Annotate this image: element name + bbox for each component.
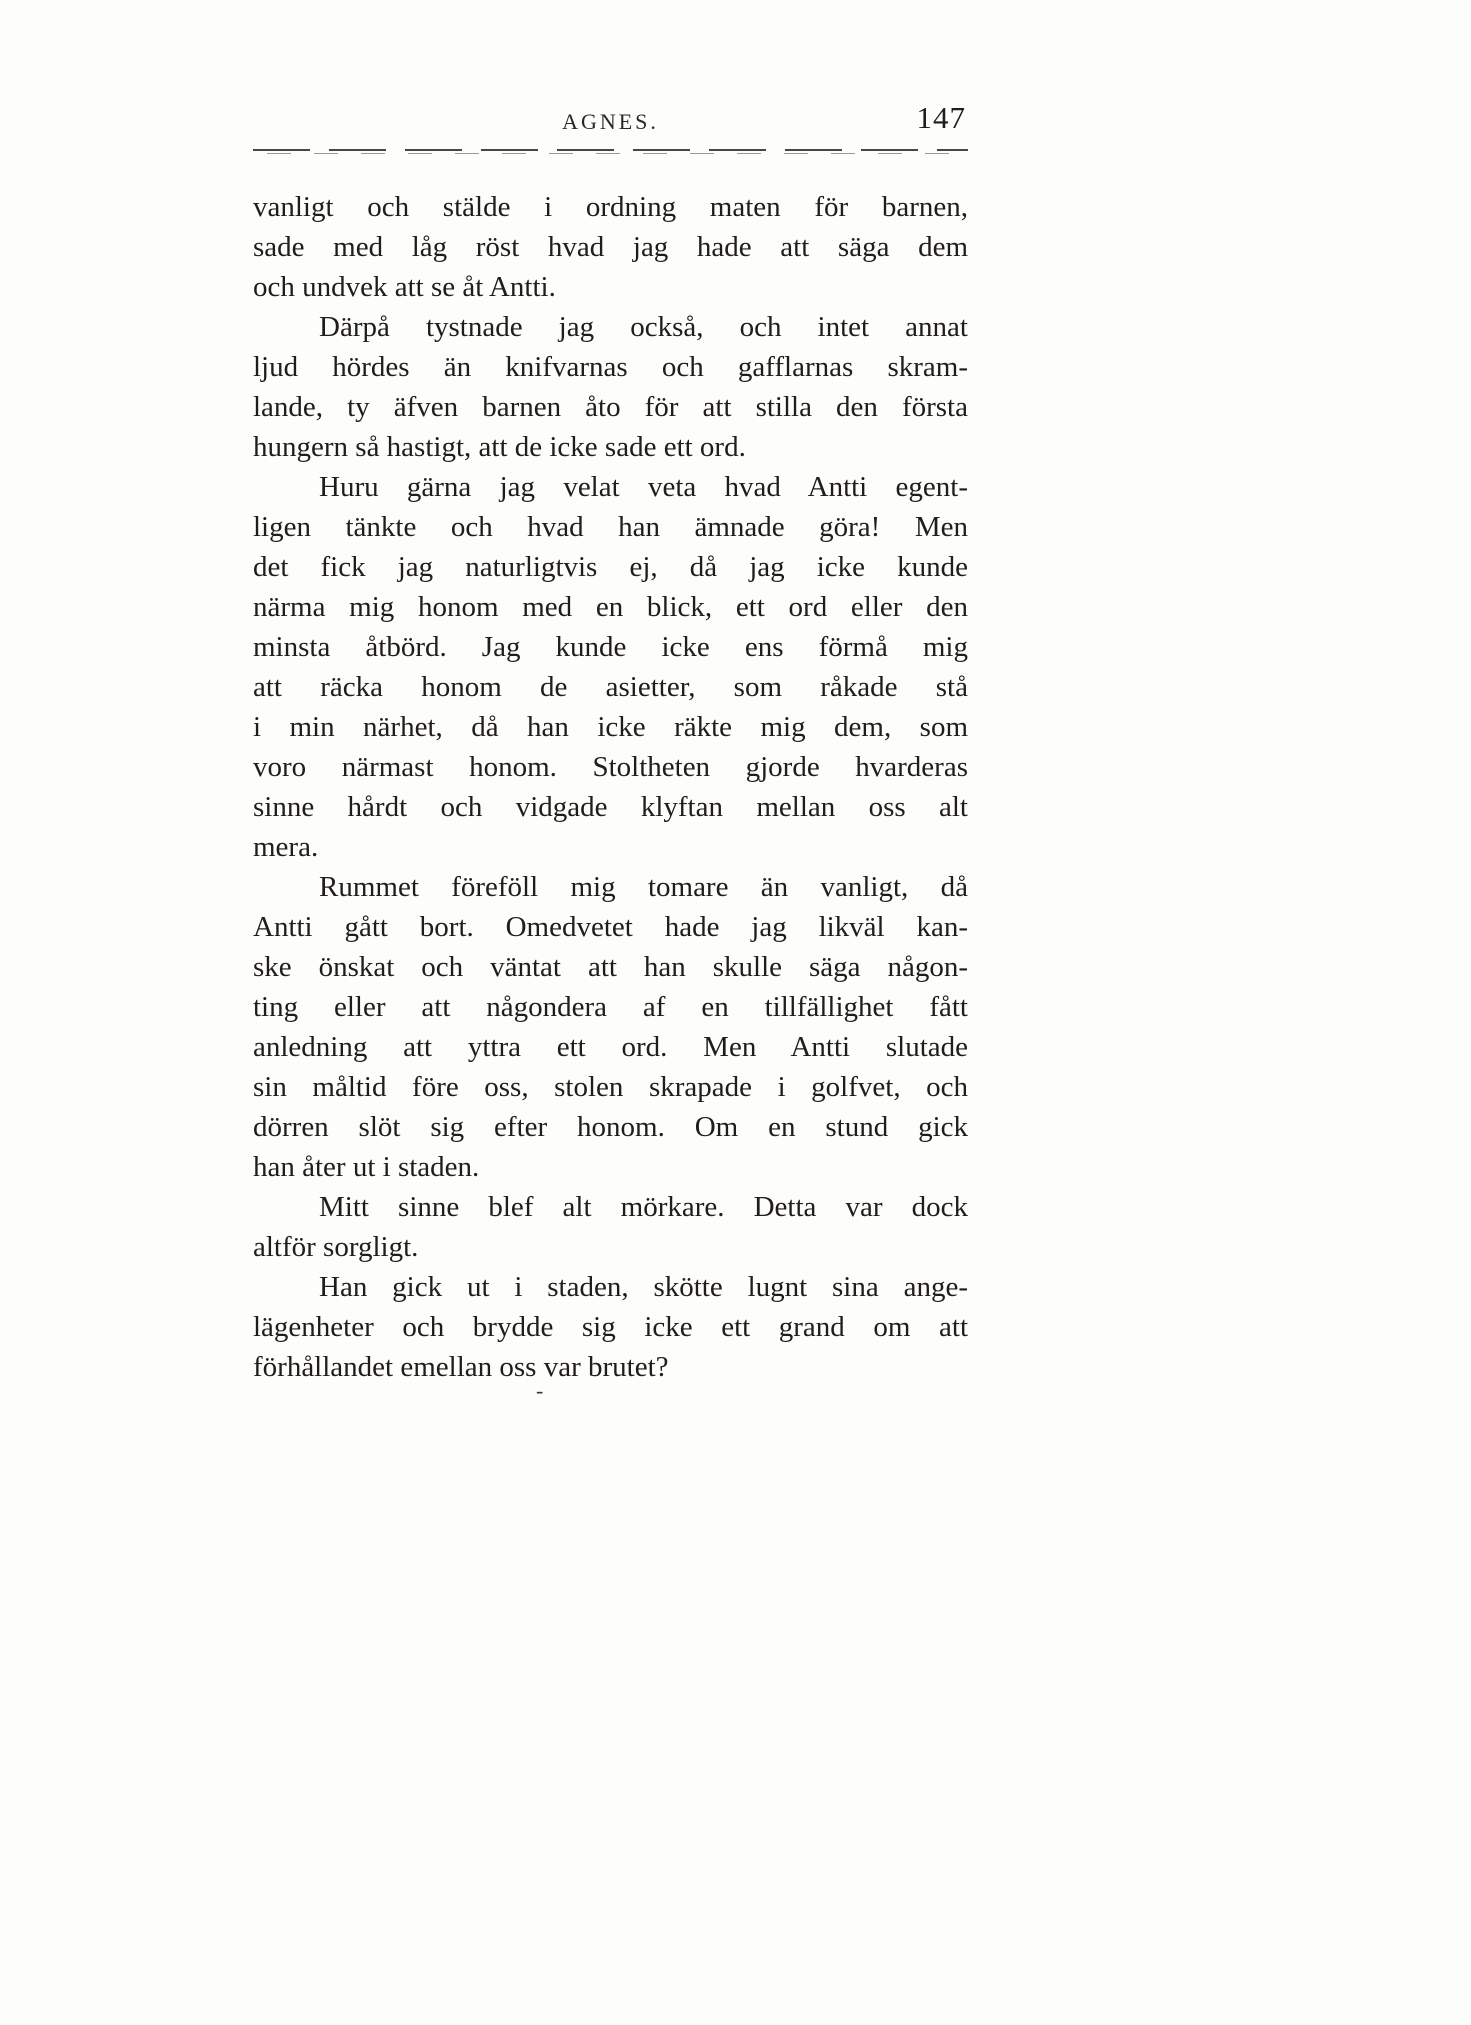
body-text bbox=[253, 187, 968, 1387]
text-line: voro närmast honom. Stoltheten gjorde hvarderas bbox=[253, 751, 968, 783]
printers-mark: - bbox=[536, 1378, 544, 1403]
text-line: det fick jag naturligtvis ej, då jag icke kunde bbox=[253, 551, 968, 583]
page-number: 147 bbox=[916, 100, 966, 135]
text-line: hungern så hastigt, att de icke sade ett ord. bbox=[253, 431, 746, 463]
text-line: i min närhet, då han icke räkte mig dem, som bbox=[253, 711, 968, 743]
text-line: minsta åtbörd. Jag kunde icke ens förmå mig bbox=[253, 631, 968, 663]
text-line: Därpå tystnade jag också, och intet annat bbox=[319, 311, 968, 343]
text-line: ske önskat och väntat att han skulle säga någon- bbox=[253, 951, 968, 983]
text-line: ljud hördes än knifvarnas och gafflarnas skram- bbox=[253, 351, 968, 383]
text-line: och undvek att se åt Antti. bbox=[253, 271, 556, 303]
text-line: sin måltid före oss, stolen skrapade i golfvet, och bbox=[253, 1071, 968, 1103]
text-line: Rummet föreföll mig tomare än vanligt, då bbox=[319, 871, 968, 903]
text-line: anledning att yttra ett ord. Men Antti slutade bbox=[253, 1031, 968, 1063]
text-line: Antti gått bort. Omedvetet hade jag likväl kan- bbox=[253, 911, 968, 943]
text-line: vanligt och stälde i ordning maten för barnen, bbox=[253, 191, 968, 223]
text-line: dörren slöt sig efter honom. Om en stund gick bbox=[253, 1111, 968, 1143]
text-line: han åter ut i staden. bbox=[253, 1151, 480, 1183]
header-rule bbox=[253, 149, 968, 154]
text-line: mera. bbox=[253, 831, 319, 863]
running-title: AGNES. bbox=[562, 109, 659, 134]
text-line: sinne hårdt och vidgade klyftan mellan oss alt bbox=[253, 791, 968, 823]
text-line: Huru gärna jag velat veta hvad Antti egent- bbox=[319, 471, 968, 503]
text-line: altför sorgligt. bbox=[253, 1231, 419, 1263]
text-line: lande, ty äfven barnen åto för att stilla den första bbox=[253, 391, 968, 423]
text-line: ligen tänkte och hvad han ämnade göra! Men bbox=[253, 511, 968, 543]
text-line: förhållandet emellan oss var brutet? bbox=[253, 1351, 669, 1383]
text-line: sade med låg röst hvad jag hade att säga dem bbox=[253, 231, 968, 263]
text-line: ting eller att någondera af en tillfällighet fått bbox=[253, 991, 968, 1023]
text-line: att räcka honom de asietter, som råkade stå bbox=[253, 671, 968, 703]
text-line: Mitt sinne blef alt mörkare. Detta var dock bbox=[319, 1191, 968, 1223]
text-line: Han gick ut i staden, skötte lugnt sina ange- bbox=[319, 1271, 968, 1303]
text-line: lägenheter och brydde sig icke ett grand om att bbox=[253, 1311, 968, 1343]
page-header bbox=[253, 102, 968, 138]
text-block bbox=[253, 102, 968, 1387]
text-line: närma mig honom med en blick, ett ord eller den bbox=[253, 591, 968, 623]
